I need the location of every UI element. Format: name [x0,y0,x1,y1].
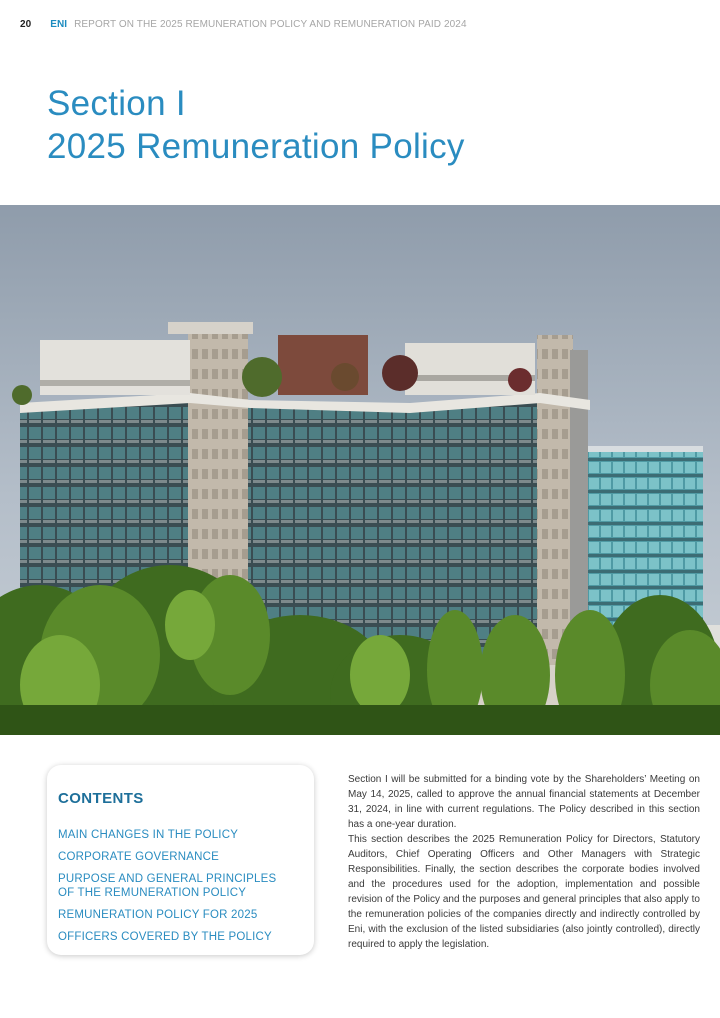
body-paragraph-2: This section describes the 2025 Remuneration Policy for Directors, Statutory Auditors, Chief Operating Officers and Other Managers with Strategic Responsibilities. Finally, the section describes the corporate bodies involved and the procedures used for the adoption, implementation and possible revision of the Policy and the purposes and general principles that also apply to the remuneration policies of the companies directly and indirectly controlled by Eni, with the exclusion of the listed subsidiaries (also jointly controlled), directly required to apply the legislation. [348,834,700,950]
contents-list [58,828,276,952]
contents-item-remuneration-policy-2025[interactable]: REMUNERATION POLICY FOR 2025 [58,909,258,921]
body-paragraph-1: Section I will be submitted for a binding vote by the Shareholders’ Meeting on May 14, 2025, called to approve the annual financial statements at December 31, 2024, in line with current regulations. The Policy described in this section has a one-year duration. [348,774,700,830]
contents-heading: CONTENTS [58,790,144,807]
brand-name: ENI [50,19,68,30]
section-title [47,82,465,168]
contents-item-corporate-governance[interactable]: CORPORATE GOVERNANCE [58,851,219,863]
contents-item-purpose-principles-cont[interactable]: OF THE REMUNERATION POLICY [58,887,247,899]
contents-item-purpose-principles[interactable]: PURPOSE AND GENERAL PRINCIPLES [58,873,277,885]
section-title-line2: 2025 Remuneration Policy [47,127,465,166]
contents-item-main-changes[interactable]: MAIN CHANGES IN THE POLICY [58,829,239,841]
section-title-line1: Section I [47,84,186,123]
contents-box [47,765,314,955]
contents-item-officers-covered[interactable]: OFFICERS COVERED BY THE POLICY [58,931,272,943]
body-text [348,772,700,952]
page-header [20,19,467,30]
page-number: 20 [20,19,32,30]
running-title: REPORT ON THE 2025 REMUNERATION POLICY AND REMUNERATION PAID 2024 [74,19,467,30]
building-photo [0,205,720,735]
